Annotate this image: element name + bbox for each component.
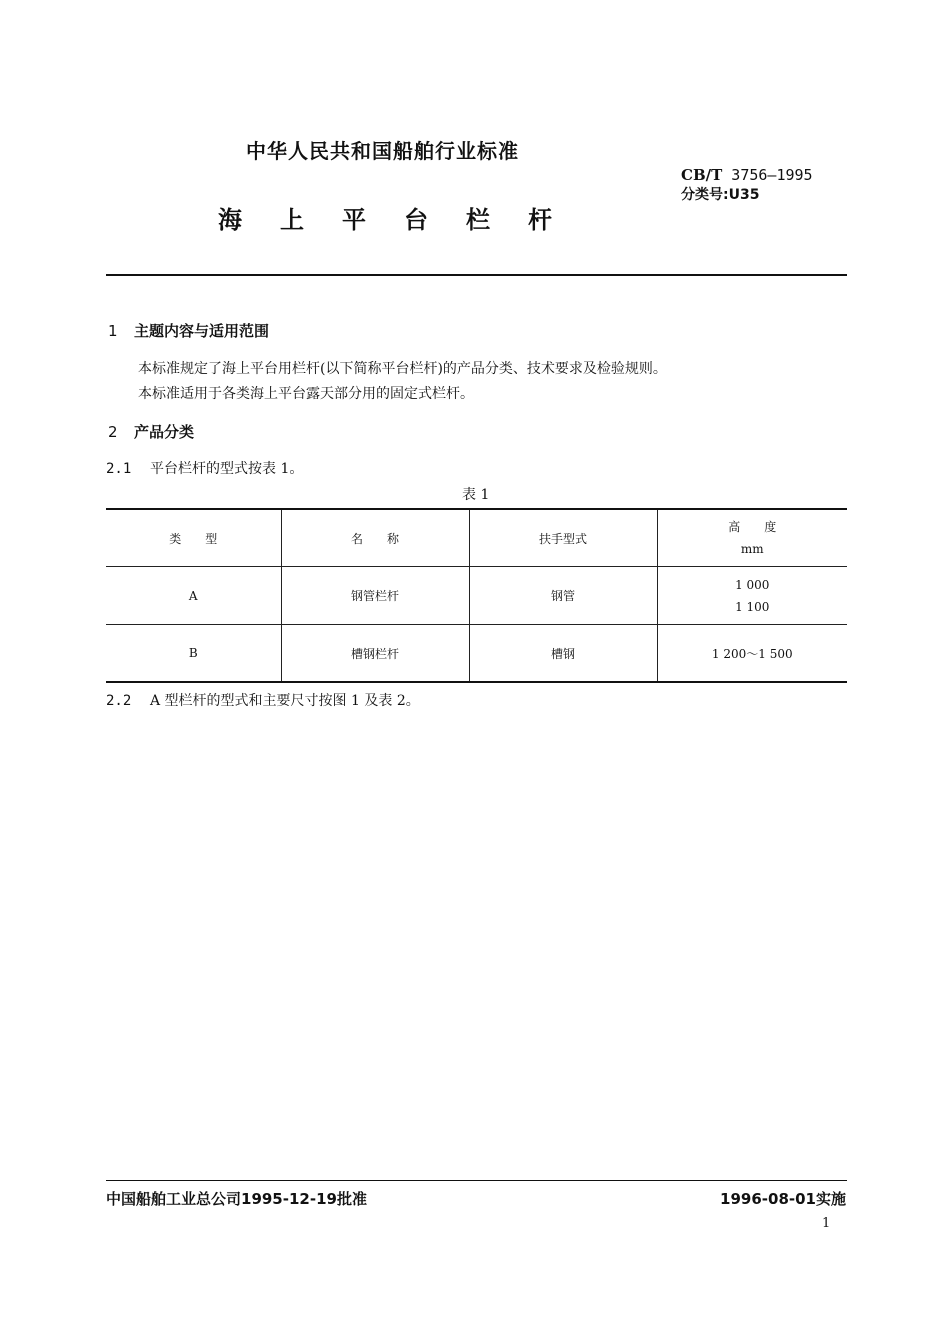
table-1-caption: 表 1 [462,487,490,503]
standard-code: 3756—1995 [731,166,813,184]
cell-height-value-2: 1 100 [735,599,770,614]
cell-name: 钢管栏杆 [281,567,469,625]
issuing-org: 中华人民共和国船舶行业标准 [246,139,519,163]
header-height-unit: mm [740,542,764,556]
header-type: 类 型 [106,509,281,567]
section-1-title: 主题内容与适用范围 [134,322,270,340]
header-handrail: 扶手型式 [469,509,657,567]
section-1-number: 1 [108,322,118,340]
table-row [106,567,847,625]
footer-divider [106,1180,847,1181]
standard-prefix: CB/T [681,166,723,184]
header-name: 名 称 [281,509,469,567]
clause-2-2 [106,690,420,710]
clause-2-2-text: A 型栏杆的型式和主要尺寸按图 1 及表 2。 [150,693,420,709]
header-divider [106,274,847,276]
cell-handrail: 钢管 [469,567,657,625]
cell-name: 槽钢栏杆 [281,625,469,683]
table-header-row [106,509,847,567]
cell-height [657,567,847,625]
standard-number [681,166,813,184]
section-2-title: 产品分类 [134,423,195,441]
clause-2-1-number: 2.1 [106,461,132,477]
section-1-heading [108,320,269,341]
approval-statement: 中国船舶工业总公司1995-12-19批准 [106,1190,367,1208]
header-height [657,509,847,567]
clause-2-2-number: 2.2 [106,693,132,709]
cell-height-value-1: 1 000 [735,577,770,592]
cell-height: 1 200～1 500 [657,625,847,683]
section-1-paragraph-2: 本标准适用于各类海上平台露天部分用的固定式栏杆。 [138,386,474,402]
section-2-heading [108,421,194,442]
clause-2-1 [106,458,303,478]
clause-2-1-text: 平台栏杆的型式按表 1。 [150,461,304,477]
page-number: 1 [822,1216,831,1231]
cell-type: B [106,625,281,683]
cell-type: A [106,567,281,625]
header-height-label: 高 度 [728,520,777,534]
table-1 [106,508,847,683]
table-row [106,625,847,683]
document-title: 海上平台栏杆 [218,206,590,234]
section-1-paragraph-1: 本标准规定了海上平台用栏杆(以下简称平台栏杆)的产品分类、技术要求及检验规则。 [138,361,667,377]
section-2-number: 2 [108,423,118,441]
effective-date: 1996-08-01实施 [720,1190,846,1208]
classification-number: 分类号:U35 [681,187,760,203]
cell-handrail: 槽钢 [469,625,657,683]
